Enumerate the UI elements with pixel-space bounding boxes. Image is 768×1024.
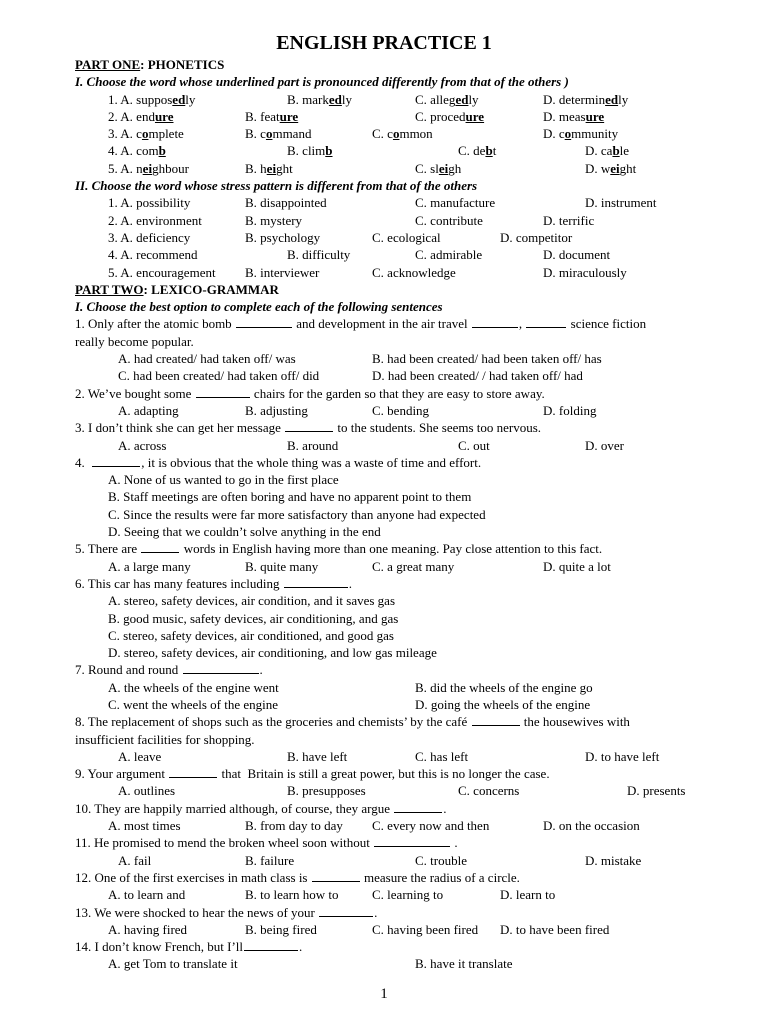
option: D. determinedly bbox=[543, 91, 629, 107]
option: C. having been fired bbox=[372, 921, 479, 937]
option: 2. A. endure bbox=[108, 108, 174, 124]
option: D. document bbox=[543, 247, 611, 263]
option: D. stereo, safety devices, air conditioning, and low gas mileage bbox=[108, 645, 437, 661]
option: D. competitor bbox=[500, 229, 573, 245]
option: A. most times bbox=[108, 818, 181, 834]
page-title: ENGLISH PRACTICE 1 bbox=[276, 32, 492, 54]
option: C. ecological bbox=[372, 229, 441, 245]
answer-blank bbox=[472, 315, 518, 328]
answer-blank bbox=[526, 315, 566, 328]
option: A. the wheels of the engine went bbox=[108, 679, 279, 695]
question-stem: 6. This car has many features including . bbox=[75, 575, 352, 591]
option: 1. A. supposedly bbox=[108, 91, 196, 107]
option: B. failure bbox=[245, 852, 295, 868]
option: 2. A. environment bbox=[108, 212, 202, 228]
option: D. instrument bbox=[585, 195, 657, 211]
option: B. height bbox=[245, 160, 293, 176]
option: C. debt bbox=[458, 143, 497, 159]
option: 3. A. deficiency bbox=[108, 229, 191, 245]
option: D. folding bbox=[543, 402, 597, 418]
question-row bbox=[0, 142, 768, 159]
option: D. cable bbox=[585, 143, 630, 159]
answer-blank bbox=[169, 765, 217, 778]
answer-blank bbox=[141, 540, 179, 553]
option: B. mystery bbox=[245, 212, 303, 228]
option: C. sleigh bbox=[415, 160, 462, 176]
question-row bbox=[0, 194, 768, 211]
question-row bbox=[0, 471, 768, 488]
option: C. trouble bbox=[415, 852, 467, 868]
question-row bbox=[0, 610, 768, 627]
question-row bbox=[0, 160, 768, 177]
option: D. quite a lot bbox=[543, 558, 611, 574]
option: C. contribute bbox=[415, 212, 483, 228]
question-stem: 7. Round and round . bbox=[75, 662, 263, 678]
question-row bbox=[0, 108, 768, 125]
question-row bbox=[0, 264, 768, 281]
question-row bbox=[0, 644, 768, 661]
question-stem: 14. I don’t know French, but I’ll . bbox=[75, 939, 303, 955]
option: C. allegedly bbox=[415, 91, 479, 107]
option: B. interviewer bbox=[245, 264, 320, 280]
document-body bbox=[0, 56, 768, 973]
question-row bbox=[0, 212, 768, 229]
option: B. feature bbox=[245, 108, 299, 124]
question-stem: 3. I don’t think she can get her message to the students. She seems too nervous. bbox=[75, 420, 542, 436]
option: B. good music, safety devices, air conditioning, and gas bbox=[108, 610, 399, 626]
answer-blank bbox=[394, 800, 442, 813]
option: A. outlines bbox=[118, 783, 176, 799]
question-row bbox=[0, 350, 768, 367]
option: 1. A. possibility bbox=[108, 195, 191, 211]
answer-blank bbox=[374, 834, 450, 847]
question-stem: 8. The replacement of shops such as the groceries and chemists’ by the café the housewives with bbox=[75, 714, 630, 730]
option: B. climb bbox=[287, 143, 333, 159]
option: A. a large many bbox=[108, 558, 191, 574]
option: D. weight bbox=[585, 160, 637, 176]
option: 5. A. encouragement bbox=[108, 264, 216, 280]
option: C. went the wheels of the engine bbox=[108, 696, 279, 712]
option: B. did the wheels of the engine go bbox=[415, 679, 593, 695]
option: C. has left bbox=[415, 748, 469, 764]
part-one-rest: : PHONETICS bbox=[140, 57, 225, 72]
option: D. presents bbox=[627, 783, 686, 799]
option: C. bending bbox=[372, 402, 430, 418]
part-two-rest: : LEXICO-GRAMMAR bbox=[143, 281, 279, 297]
answer-blank bbox=[319, 904, 373, 917]
option: C. out bbox=[458, 437, 490, 453]
answer-blank bbox=[196, 385, 250, 398]
question-stem: 11. He promised to mend the broken wheel soon without . bbox=[75, 835, 458, 851]
option: B. adjusting bbox=[245, 402, 308, 418]
part-one-heading bbox=[0, 56, 768, 73]
question-row bbox=[0, 592, 768, 609]
option: C. common bbox=[372, 126, 433, 142]
option: 3. A. complete bbox=[108, 126, 184, 142]
option: D. had been created/ / had taken off/ had bbox=[372, 368, 583, 384]
option: A. leave bbox=[118, 748, 162, 764]
part-two-label: PART TWO bbox=[75, 281, 144, 297]
option: D. over bbox=[585, 437, 624, 453]
option: A. to learn and bbox=[108, 887, 186, 903]
option: B. command bbox=[245, 126, 312, 142]
option: C. stereo, safety devices, air conditioned, and good gas bbox=[108, 627, 394, 643]
answer-blank bbox=[312, 869, 360, 882]
question-stem: 12. One of the first exercises in math class is measure the radius of a circle. bbox=[75, 869, 520, 885]
question-stem: 5. There are words in English having more than one meaning. Pay close attention to this fact. bbox=[75, 541, 603, 557]
option: B. being fired bbox=[245, 921, 317, 937]
question-row bbox=[0, 627, 768, 644]
option: A. across bbox=[118, 437, 167, 453]
option: B. psychology bbox=[245, 229, 321, 245]
question-row bbox=[0, 402, 768, 419]
answer-blank bbox=[183, 661, 259, 674]
option: C. acknowledge bbox=[372, 264, 456, 280]
option: D. going the wheels of the engine bbox=[415, 696, 591, 712]
option: D. on the occasion bbox=[543, 818, 640, 834]
question-stem: 4. , it is obvious that the whole thing was a waste of time and effort. bbox=[75, 454, 482, 470]
option: A. None of us wanted to go in the first place bbox=[108, 472, 339, 488]
phonetics-ii-instruction: II. Choose the word whose stress pattern is different from that of the others bbox=[75, 178, 478, 194]
option: B. difficulty bbox=[287, 247, 351, 263]
option: B. had been created/ had been taken off/ has bbox=[372, 351, 602, 367]
option: B. have it translate bbox=[415, 956, 513, 972]
question-row bbox=[0, 523, 768, 540]
option: B. from day to day bbox=[245, 818, 343, 834]
option: D. community bbox=[543, 126, 619, 142]
option: A. fail bbox=[118, 852, 152, 868]
question-row bbox=[0, 91, 768, 108]
option: B. Staff meetings are often boring and have no apparent point to them bbox=[108, 489, 472, 505]
question-stem: 13. We were shocked to hear the news of your . bbox=[75, 904, 378, 920]
question-row bbox=[0, 229, 768, 246]
question-row bbox=[0, 886, 768, 903]
answer-blank bbox=[92, 454, 140, 467]
option: C. learning to bbox=[372, 887, 444, 903]
option: B. disappointed bbox=[245, 195, 327, 211]
question-row bbox=[0, 921, 768, 938]
option: A. adapting bbox=[118, 402, 179, 418]
answer-blank bbox=[244, 938, 298, 951]
option: D. measure bbox=[543, 108, 605, 124]
part-one-label: PART ONE bbox=[75, 57, 141, 72]
option: D. miraculously bbox=[543, 264, 627, 280]
option: D. terrific bbox=[543, 212, 595, 228]
option: C. Since the results were far more satisfactory than anyone had expected bbox=[108, 506, 486, 522]
question-stem: 2. We’ve bought some chairs for the garden so that they are easy to store away. bbox=[75, 385, 545, 401]
question-stem: 1. Only after the atomic bomb and development in the air travel , science fiction bbox=[75, 316, 647, 332]
answer-blank bbox=[472, 713, 520, 726]
question-row bbox=[0, 679, 768, 696]
option: D. learn to bbox=[500, 887, 556, 903]
option: B. have left bbox=[287, 748, 348, 764]
option: C. every now and then bbox=[372, 818, 490, 834]
part-two-heading bbox=[0, 281, 768, 298]
question-row bbox=[0, 246, 768, 263]
question-row bbox=[0, 506, 768, 523]
lexico-i-instruction: I. Choose the best option to complete each of the following sentences bbox=[75, 299, 443, 315]
phonetics-i-instruction: I. Choose the word whose underlined part is pronounced differently from that of the others ) bbox=[75, 74, 569, 90]
question-row bbox=[0, 696, 768, 713]
answer-blank bbox=[284, 575, 348, 588]
question-row bbox=[0, 748, 768, 765]
question-row bbox=[0, 782, 768, 799]
question-stem-continued: really become popular. bbox=[75, 333, 194, 349]
question-row bbox=[0, 955, 768, 972]
option: 4. A. comb bbox=[108, 143, 166, 159]
question-row bbox=[0, 367, 768, 384]
answer-blank bbox=[236, 315, 292, 328]
question-row bbox=[0, 125, 768, 142]
question-stem-continued: insufficient facilities for shopping. bbox=[75, 731, 255, 747]
option: D. to have left bbox=[585, 748, 660, 764]
option: 4. A. recommend bbox=[108, 247, 198, 263]
question-row bbox=[0, 437, 768, 454]
question-row bbox=[0, 852, 768, 869]
option: D. mistake bbox=[585, 852, 642, 868]
option: C. a great many bbox=[372, 558, 455, 574]
option: B. quite many bbox=[245, 558, 319, 574]
page-number: 1 bbox=[380, 986, 388, 1002]
option: B. presupposes bbox=[287, 783, 366, 799]
option: A. had created/ had taken off/ was bbox=[118, 351, 296, 367]
option: C. concerns bbox=[458, 783, 520, 799]
question-row bbox=[0, 558, 768, 575]
option: D. Seeing that we couldn’t solve anything in the end bbox=[108, 524, 381, 540]
question-stem: 9. Your argument that Britain is still a great power, but this is no longer the case. bbox=[75, 766, 550, 782]
option: A. get Tom to translate it bbox=[108, 956, 238, 972]
option: C. procedure bbox=[415, 108, 485, 124]
question-row bbox=[0, 488, 768, 505]
option: B. around bbox=[287, 437, 339, 453]
option: A. having fired bbox=[108, 921, 188, 937]
option: C. had been created/ had taken off/ did bbox=[118, 368, 320, 384]
option: B. markedly bbox=[287, 91, 353, 107]
option: C. manufacture bbox=[415, 195, 496, 211]
option: A. stereo, safety devices, air condition, and it saves gas bbox=[108, 593, 395, 609]
answer-blank bbox=[285, 419, 333, 432]
option: D. to have been fired bbox=[500, 921, 610, 937]
question-row bbox=[0, 817, 768, 834]
option: C. admirable bbox=[415, 247, 483, 263]
option: 5. A. neighbour bbox=[108, 160, 189, 176]
option: B. to learn how to bbox=[245, 887, 339, 903]
question-stem: 10. They are happily married although, of course, they argue . bbox=[75, 800, 447, 816]
